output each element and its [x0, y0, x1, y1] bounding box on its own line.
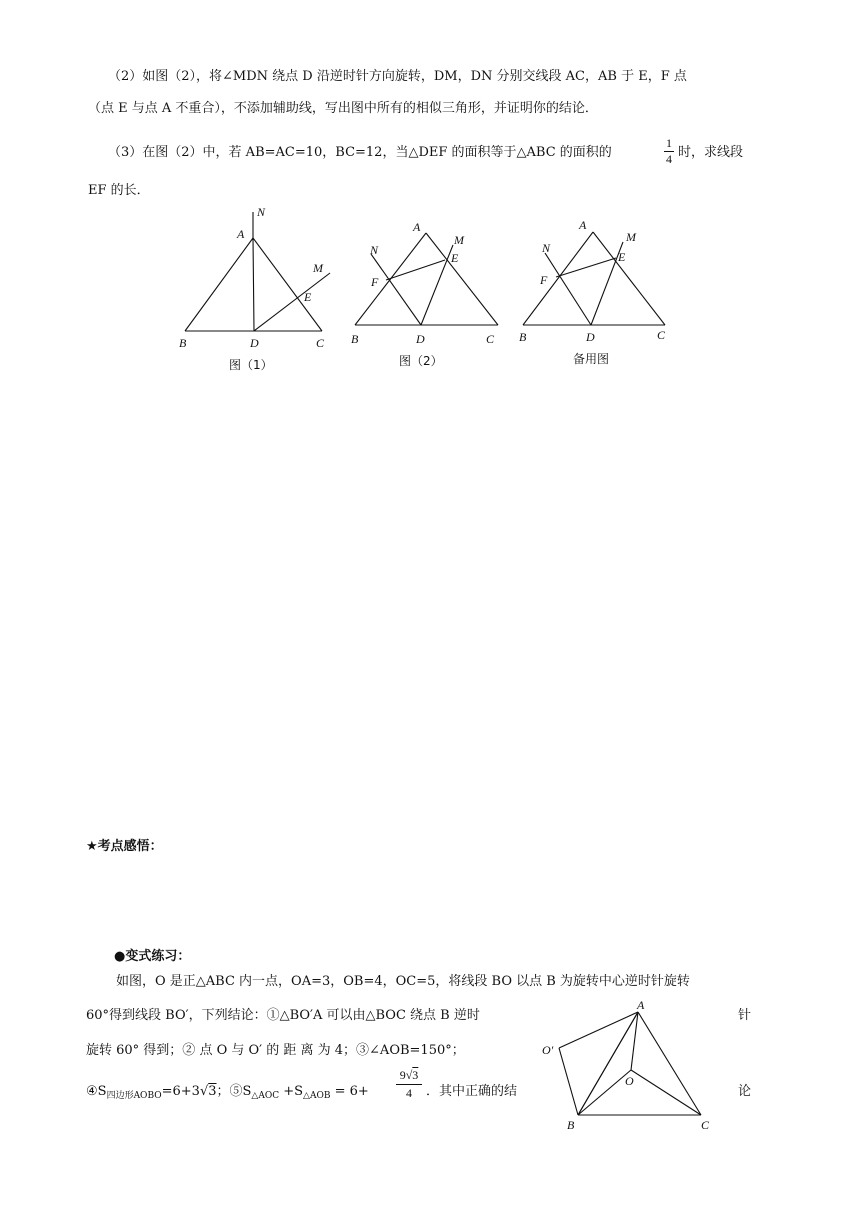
fig2-label-f: F — [371, 275, 379, 289]
variant-fraction-num: 9√3 — [399, 1068, 419, 1082]
variant-fraction — [396, 1068, 422, 1101]
vf-label-c: C — [701, 1118, 710, 1132]
fraction-denominator: 4 — [666, 152, 672, 166]
fig2-ray-dn — [371, 254, 421, 325]
vf-segment-oprime-b — [559, 1048, 578, 1115]
variant-line4 — [86, 1083, 369, 1105]
variant-line4-tail: ．其中正确的结 — [426, 1084, 518, 1099]
fig1-segment-ad — [253, 238, 254, 331]
s1-value: =6+3 — [161, 1084, 200, 1099]
s2-label: ；⑤S — [216, 1084, 252, 1099]
variant-line1: 如图，O 是正△ABC 内一点，OA=3，OB=4，OC=5，将线段 BO 以点 B 为旋转中心逆时针旋转 — [116, 974, 690, 989]
s1-label: ④S — [86, 1084, 107, 1099]
fraction-numerator: 1 — [666, 136, 672, 150]
equals-six: = 6+ — [330, 1084, 369, 1099]
vf-label-o: O — [625, 1074, 634, 1088]
variant-fraction-bar — [396, 1084, 422, 1085]
vf-segment-oa — [631, 1012, 638, 1070]
fig2-label-m: M — [454, 233, 464, 247]
sqrt-radicand: 3 — [208, 1084, 217, 1099]
fig1-label-m: M — [313, 261, 323, 275]
insight-heading: ★考点感悟： — [86, 839, 163, 854]
fig1-label-a: A — [237, 227, 245, 241]
part3-line1a: （3）在图（2）中，若 AB=AC=10，BC=12，当△DEF 的面积等于△ABC 的面积的 — [108, 145, 612, 160]
plus-s: +S — [279, 1084, 304, 1099]
fig3-label-e: E — [618, 250, 626, 264]
fig1-caption: 图（1） — [229, 358, 273, 372]
fig3-side-ac — [593, 232, 665, 325]
fig2-caption: 图（2） — [399, 354, 443, 368]
fig1-ray-dm — [254, 273, 330, 331]
figure-1 — [185, 212, 330, 331]
sqrt-symbol: √ — [199, 1084, 209, 1099]
fig1-side-ab — [185, 238, 253, 331]
fig3-label-f: F — [540, 273, 548, 287]
figure-2-labels — [351, 220, 495, 346]
fig3-label-a: A — [579, 218, 587, 232]
variant-line3-left: 旋转 60° 得到；② 点 O 与 O′ 的 距 离 为 4；③∠AOB=150°； — [86, 1043, 465, 1058]
fig3-label-c: C — [657, 328, 666, 342]
s-aoc-subscript: △AOC — [251, 1091, 280, 1101]
fig3-caption: 备用图 — [573, 352, 610, 366]
fig1-label-b: B — [179, 336, 187, 350]
fig2-label-c: C — [486, 332, 495, 346]
vf-label-oprime: O′ — [542, 1043, 554, 1057]
part2-line2: （点 E 与点 A 不重合），不添加辅助线，写出图中所有的相似三角形，并证明你的结论． — [88, 101, 598, 116]
vf-side-ac — [638, 1012, 701, 1115]
fig2-label-b: B — [351, 332, 359, 346]
part3-line1b: 时，求线段 — [678, 145, 744, 160]
vf-segment-ab-inner — [578, 1012, 638, 1115]
variant-line2-right: 针 — [738, 1008, 752, 1023]
fig3-segment-ef — [556, 258, 616, 277]
fig3-label-n: N — [542, 241, 551, 255]
fig3-label-b: B — [519, 330, 527, 344]
s-aob-subscript: △AOB — [303, 1091, 331, 1101]
vf-label-a: A — [637, 998, 645, 1012]
variant-fraction-den: 4 — [406, 1086, 412, 1100]
fig3-ray-dn — [545, 253, 591, 325]
vf-segment-oprime-a — [559, 1012, 638, 1048]
fig2-label-n: N — [370, 243, 379, 257]
variant-line2-left: 60°得到线段 BO′，下列结论：①△BO′A 可以由△BOC 绕点 B 逆时 — [86, 1008, 480, 1023]
vf-segment-ob — [578, 1070, 631, 1115]
fig1-label-c: C — [316, 336, 325, 350]
fig2-label-d: D — [416, 332, 425, 346]
fig1-label-e: E — [304, 290, 312, 304]
part3-fraction — [664, 136, 674, 166]
fig3-label-m: M — [626, 230, 636, 244]
fig1-label-n: N — [257, 205, 266, 219]
vf-segment-oc — [631, 1070, 701, 1115]
vf-label-b: B — [567, 1118, 575, 1132]
fig1-label-d: D — [250, 336, 259, 350]
variant-figure — [535, 998, 725, 1138]
variant-line4-right: 论 — [738, 1084, 752, 1099]
fig3-label-d: D — [586, 330, 595, 344]
part2-line1: （2）如图（2），将∠MDN 绕点 D 沿逆时针方向旋转，DM，DN 分别交线段 AC，AB 于 E，F 点 — [108, 69, 687, 84]
fig2-label-a: A — [413, 220, 421, 234]
s1-subscript: 四边形AOBO — [106, 1091, 162, 1101]
fig2-segment-ef — [386, 260, 445, 280]
fig1-side-ac — [253, 238, 322, 331]
fig2-label-e: E — [451, 251, 459, 265]
part3-line2: EF 的长． — [88, 183, 150, 198]
figure-1-labels — [179, 205, 325, 350]
fig2-ray-dm — [421, 245, 453, 325]
variant-heading: ●变式练习： — [114, 949, 191, 964]
